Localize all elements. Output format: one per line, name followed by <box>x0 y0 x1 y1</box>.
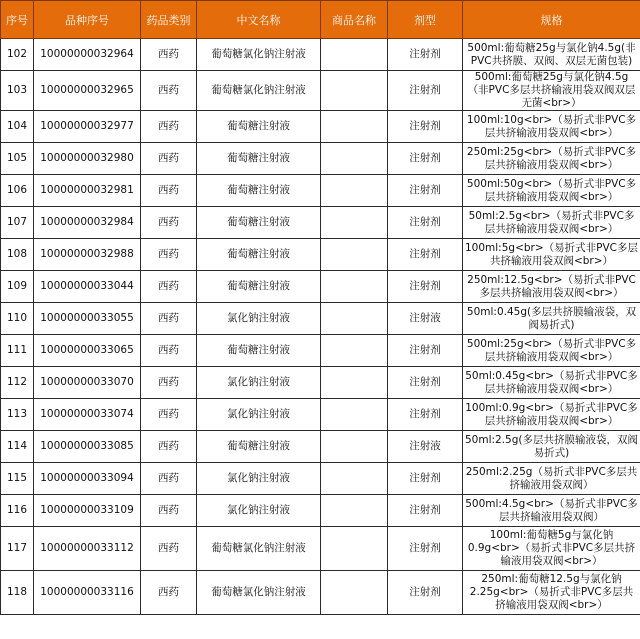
table-row <box>1 367 640 399</box>
cell-code: 10000000032980 <box>34 143 141 175</box>
cell-chinese-name: 葡萄糖注射液 <box>197 175 321 207</box>
cell-trade-name <box>321 111 388 143</box>
cell-trade-name <box>321 71 388 111</box>
cell-dosage-form: 注射剂 <box>388 239 463 271</box>
cell-code: 10000000032981 <box>34 175 141 207</box>
cell-category: 西药 <box>141 207 197 239</box>
cell-chinese-name: 氯化钠注射液 <box>197 399 321 431</box>
table-row <box>1 303 640 335</box>
cell-no: 118 <box>1 571 34 615</box>
cell-chinese-name: 葡萄糖氯化钠注射液 <box>197 71 321 111</box>
table-header <box>1 1 640 39</box>
cell-category: 西药 <box>141 495 197 527</box>
cell-dosage-form: 注射剂 <box>388 571 463 615</box>
cell-no: 109 <box>1 271 34 303</box>
table-row <box>1 571 640 615</box>
table-row <box>1 399 640 431</box>
cell-spec: 500ml:4.5g<br>（易折式非PVC多层共挤输液用袋双阀） <box>463 495 640 527</box>
cell-dosage-form: 注射剂 <box>388 527 463 571</box>
cell-code: 10000000033109 <box>34 495 141 527</box>
cell-category: 西药 <box>141 399 197 431</box>
cell-spec: 50ml:0.45g(多层共挤膜输液袋，双阀易折式) <box>463 303 640 335</box>
cell-no: 104 <box>1 111 34 143</box>
cell-spec: 500ml:葡萄糖25g与氯化钠4.5g(非PVC共挤膜、双阀、双层无菌包装) <box>463 39 640 71</box>
cell-chinese-name: 葡萄糖注射液 <box>197 143 321 175</box>
cell-no: 103 <box>1 71 34 111</box>
cell-chinese-name: 葡萄糖氯化钠注射液 <box>197 39 321 71</box>
cell-category: 西药 <box>141 239 197 271</box>
cell-dosage-form: 注射剂 <box>388 495 463 527</box>
cell-no: 106 <box>1 175 34 207</box>
cell-category: 西药 <box>141 271 197 303</box>
cell-spec: 100ml:0.9g<br>（易折式非PVC多层共挤输液用袋双阀<br>） <box>463 399 640 431</box>
cell-chinese-name: 葡萄糖注射液 <box>197 207 321 239</box>
header-spec: 规格 <box>463 1 640 39</box>
table-row <box>1 143 640 175</box>
cell-no: 108 <box>1 239 34 271</box>
cell-category: 西药 <box>141 571 197 615</box>
cell-category: 西药 <box>141 463 197 495</box>
cell-trade-name <box>321 367 388 399</box>
cell-chinese-name: 葡萄糖注射液 <box>197 335 321 367</box>
cell-trade-name <box>321 239 388 271</box>
cell-dosage-form: 注射剂 <box>388 463 463 495</box>
cell-dosage-form: 注射剂 <box>388 271 463 303</box>
cell-no: 114 <box>1 431 34 463</box>
cell-spec: 500ml:50g<br>（易折式非PVC多层共挤输液用袋双阀<br>） <box>463 175 640 207</box>
cell-dosage-form: 注射剂 <box>388 335 463 367</box>
cell-spec: 100ml:葡萄糖5g与氯化钠0.9g<br>（易折式非PVC多层共挤输液用袋双阀<br>） <box>463 527 640 571</box>
header-row <box>1 1 640 39</box>
cell-trade-name <box>321 495 388 527</box>
cell-chinese-name: 氯化钠注射液 <box>197 463 321 495</box>
cell-dosage-form: 注射剂 <box>388 367 463 399</box>
cell-category: 西药 <box>141 111 197 143</box>
cell-category: 西药 <box>141 143 197 175</box>
cell-trade-name <box>321 39 388 71</box>
cell-dosage-form: 注射剂 <box>388 143 463 175</box>
cell-trade-name <box>321 143 388 175</box>
table-row <box>1 39 640 71</box>
cell-spec: 50ml:2.5g<br>（易折式非PVC多层共挤输液用袋双阀<br>） <box>463 207 640 239</box>
cell-spec: 250ml:2.25g（易折式非PVC多层共挤输液用袋双阀） <box>463 463 640 495</box>
cell-chinese-name: 葡萄糖注射液 <box>197 431 321 463</box>
cell-code: 10000000033094 <box>34 463 141 495</box>
cell-no: 117 <box>1 527 34 571</box>
cell-dosage-form: 注射剂 <box>388 175 463 207</box>
cell-code: 10000000033044 <box>34 271 141 303</box>
cell-category: 西药 <box>141 335 197 367</box>
header-trade-name: 商品名称 <box>321 1 388 39</box>
cell-no: 110 <box>1 303 34 335</box>
cell-spec: 250ml:12.5g<br>（易折式非PVC多层共挤输液用袋双阀<br>） <box>463 271 640 303</box>
cell-trade-name <box>321 571 388 615</box>
header-chinese-name: 中文名称 <box>197 1 321 39</box>
cell-code: 10000000033112 <box>34 527 141 571</box>
table-body <box>1 39 640 615</box>
cell-category: 西药 <box>141 175 197 207</box>
cell-no: 116 <box>1 495 34 527</box>
cell-category: 西药 <box>141 39 197 71</box>
header-no: 序号 <box>1 1 34 39</box>
cell-code: 10000000033065 <box>34 335 141 367</box>
header-category: 药品类别 <box>141 1 197 39</box>
cell-code: 10000000032964 <box>34 39 141 71</box>
cell-no: 112 <box>1 367 34 399</box>
cell-code: 10000000033116 <box>34 571 141 615</box>
cell-no: 111 <box>1 335 34 367</box>
cell-chinese-name: 氯化钠注射液 <box>197 303 321 335</box>
table-row <box>1 71 640 111</box>
cell-dosage-form: 注射剂 <box>388 111 463 143</box>
cell-spec: 100ml:5g<br>（易折式非PVC多层共挤输液用袋双阀<br>） <box>463 239 640 271</box>
cell-trade-name <box>321 207 388 239</box>
cell-dosage-form: 注射剂 <box>388 207 463 239</box>
cell-no: 107 <box>1 207 34 239</box>
cell-chinese-name: 葡萄糖氯化钠注射液 <box>197 527 321 571</box>
cell-chinese-name: 氯化钠注射液 <box>197 495 321 527</box>
cell-chinese-name: 葡萄糖氯化钠注射液 <box>197 571 321 615</box>
cell-spec: 50ml:2.5g(多层共挤膜输液袋，双阀易折式) <box>463 431 640 463</box>
cell-spec: 100ml:10g<br>（易折式非PVC多层共挤输液用袋双阀<br>） <box>463 111 640 143</box>
table-row <box>1 463 640 495</box>
header-code: 品种序号 <box>34 1 141 39</box>
table-row <box>1 431 640 463</box>
cell-chinese-name: 氯化钠注射液 <box>197 367 321 399</box>
cell-trade-name <box>321 175 388 207</box>
table-row <box>1 239 640 271</box>
cell-dosage-form: 注射剂 <box>388 71 463 111</box>
cell-chinese-name: 葡萄糖注射液 <box>197 271 321 303</box>
cell-code: 10000000033070 <box>34 367 141 399</box>
cell-category: 西药 <box>141 431 197 463</box>
table-row <box>1 495 640 527</box>
cell-trade-name <box>321 431 388 463</box>
cell-code: 10000000032988 <box>34 239 141 271</box>
cell-trade-name <box>321 463 388 495</box>
cell-spec: 500ml:葡萄糖25g与氯化钠4.5g（非PVC多层共挤输液用袋双阀双层无菌<br>） <box>463 71 640 111</box>
header-dosage-form: 剂型 <box>388 1 463 39</box>
cell-code: 10000000032977 <box>34 111 141 143</box>
cell-no: 105 <box>1 143 34 175</box>
cell-code: 10000000032965 <box>34 71 141 111</box>
cell-dosage-form: 注射液 <box>388 303 463 335</box>
cell-trade-name <box>321 399 388 431</box>
table-row <box>1 175 640 207</box>
cell-chinese-name: 葡萄糖注射液 <box>197 239 321 271</box>
cell-spec: 250ml:葡萄糖12.5g与氯化钠2.25g<br>（易折式非PVC多层共挤输液用袋双阀<br>） <box>463 571 640 615</box>
table-row <box>1 271 640 303</box>
cell-code: 10000000033055 <box>34 303 141 335</box>
cell-no: 113 <box>1 399 34 431</box>
cell-spec: 250ml:25g<br>（易折式非PVC多层共挤输液用袋双阀<br>） <box>463 143 640 175</box>
table-row <box>1 527 640 571</box>
cell-trade-name <box>321 303 388 335</box>
cell-chinese-name: 葡萄糖注射液 <box>197 111 321 143</box>
cell-code: 10000000032984 <box>34 207 141 239</box>
cell-trade-name <box>321 527 388 571</box>
table-row <box>1 335 640 367</box>
cell-dosage-form: 注射液 <box>388 431 463 463</box>
cell-trade-name <box>321 335 388 367</box>
cell-dosage-form: 注射剂 <box>388 39 463 71</box>
cell-category: 西药 <box>141 367 197 399</box>
cell-category: 西药 <box>141 71 197 111</box>
cell-trade-name <box>321 271 388 303</box>
table-row <box>1 111 640 143</box>
cell-dosage-form: 注射剂 <box>388 399 463 431</box>
table-row <box>1 207 640 239</box>
cell-code: 10000000033085 <box>34 431 141 463</box>
cell-spec: 500ml:25g<br>（易折式非PVC多层共挤输液用袋双阀<br>） <box>463 335 640 367</box>
cell-spec: 50ml:0.45g<br>（易折式非PVC多层共挤输液用袋双阀<br>） <box>463 367 640 399</box>
cell-category: 西药 <box>141 303 197 335</box>
cell-code: 10000000033074 <box>34 399 141 431</box>
cell-no: 102 <box>1 39 34 71</box>
cell-category: 西药 <box>141 527 197 571</box>
cell-no: 115 <box>1 463 34 495</box>
